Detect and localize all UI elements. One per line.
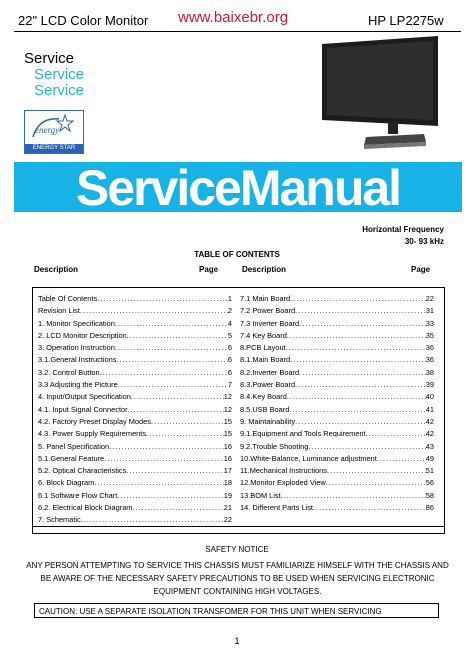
- toc-entry-leader: [118, 379, 228, 391]
- toc-entry-title: 7.4 Key Board: [240, 330, 287, 340]
- toc-entry-page: 12: [223, 392, 232, 402]
- toc-entry-page: 19: [223, 490, 232, 500]
- toc-entry-title: 9.2.Trouble Shooting: [240, 441, 309, 451]
- toc-entry-page: 51: [425, 466, 434, 476]
- toc-entry[interactable]: [240, 441, 434, 453]
- toc-entry-leader: [131, 391, 224, 403]
- toc-entry-title: 3.2. Control Button: [38, 367, 100, 377]
- website-url[interactable]: www.baixebr.org: [178, 9, 289, 26]
- toc-entry[interactable]: [240, 391, 434, 403]
- toc-entry[interactable]: [38, 416, 232, 428]
- toc-entry[interactable]: [38, 477, 232, 489]
- toc-right-page-header: Page: [411, 265, 431, 274]
- toc-entry[interactable]: [240, 330, 434, 342]
- toc-entry-title: 4.3. Power Supply Requirements: [38, 429, 147, 439]
- model-number: HP LP2275w: [368, 13, 444, 28]
- toc-entry[interactable]: [240, 367, 434, 379]
- toc-entry-page: 36: [425, 355, 434, 365]
- toc-entry-title: 5. Panel Specification: [38, 441, 110, 451]
- toc-entry-title: 6.2. Electrical Block Diagram: [38, 503, 133, 513]
- toc-entry-title: 12.Monitor Exploded View: [240, 478, 326, 488]
- toc-left-description-header: Description: [34, 265, 79, 274]
- toc-entry-leader: [290, 354, 426, 366]
- toc-entry-page: 39: [425, 380, 434, 390]
- toc-entry[interactable]: [38, 305, 232, 317]
- service-label-3: Service: [34, 82, 85, 99]
- toc-entry-title: 11.Mechanical Instructions: [240, 466, 327, 476]
- toc-entry[interactable]: [240, 404, 434, 416]
- toc-entry-leader: [109, 441, 224, 453]
- banner-title: ServiceManual: [75, 160, 401, 216]
- toc-entry-page: 41: [425, 404, 434, 414]
- toc-entry-leader: [94, 477, 223, 489]
- toc-entry-title: Revision List: [38, 306, 80, 316]
- toc-entry-page: 2: [227, 306, 232, 316]
- toc-right-list: [240, 293, 434, 514]
- monitor-image: [318, 34, 446, 152]
- toc-entry-title: 7.3 Inverter Board: [240, 318, 300, 328]
- toc-entry-leader: [295, 416, 426, 428]
- toc-entry[interactable]: [240, 490, 434, 502]
- toc-entry-page: 35: [425, 330, 434, 340]
- toc-entry-page: 4: [227, 318, 232, 328]
- toc-entry-leader: [80, 305, 228, 317]
- toc-entry[interactable]: [38, 502, 232, 514]
- toc-entry[interactable]: [240, 453, 434, 465]
- page-number: 1: [234, 636, 240, 646]
- toc-entry-title: 9. Maintainability: [240, 416, 296, 426]
- toc-entry[interactable]: [38, 453, 232, 465]
- toc-entry[interactable]: [240, 477, 434, 489]
- toc-title: TABLE OF CONTENTS: [194, 250, 280, 259]
- toc-entry[interactable]: [38, 293, 232, 305]
- toc-entry-page: 6: [227, 355, 232, 365]
- toc-entry-leader: [104, 453, 224, 465]
- svg-text:energy: energy: [35, 125, 60, 135]
- toc-entry[interactable]: [240, 416, 434, 428]
- toc-entry-title: 6.1 Software Flow Chart: [38, 490, 118, 500]
- toc-entry-leader: [377, 453, 426, 465]
- toc-entry-leader: [286, 342, 426, 354]
- toc-entry[interactable]: [38, 379, 232, 391]
- toc-entry-title: 10.White-Balance, Luminance adjustment: [240, 453, 377, 463]
- toc-entry-page: 42: [425, 429, 434, 439]
- toc-entry-title: 9.1.Equipment and Tools Requirement: [240, 429, 366, 439]
- toc-entry-leader: [327, 465, 426, 477]
- energy-star-icon: [25, 111, 83, 144]
- toc-entry-title: 1. Monitor Specification: [38, 318, 115, 328]
- toc-entry-page: 15: [223, 429, 232, 439]
- toc-entry-title: 8.3.Power Board: [240, 380, 296, 390]
- toc-entry-leader: [289, 404, 425, 416]
- toc-entry[interactable]: [38, 330, 232, 342]
- toc-entry[interactable]: [38, 428, 232, 440]
- toc-entry-leader: [366, 428, 426, 440]
- toc-entry-leader: [126, 465, 223, 477]
- toc-entry-leader: [127, 330, 228, 342]
- toc-entry-title: 5.2. Optical Characteristics: [38, 466, 127, 476]
- toc-entry-leader: [313, 502, 426, 514]
- toc-entry-page: 22: [425, 294, 434, 303]
- caution-box: CAUTION: USE A SEPARATE ISOLATION TRANSFOMER FOR THIS UNIT WHEN SERVICING: [34, 603, 439, 618]
- toc-entry-page: 22: [223, 515, 232, 525]
- toc-bottom-rule: [33, 526, 444, 527]
- toc-entry-page: 6: [227, 343, 232, 353]
- toc-entry-page: 6: [227, 367, 232, 377]
- toc-entry-page: 16: [223, 441, 232, 451]
- toc-entry-page: 15: [223, 416, 232, 426]
- toc-entry-leader: [299, 318, 426, 330]
- toc-entry-page: 43: [425, 441, 434, 451]
- toc-entry-leader: [115, 342, 228, 354]
- toc-entry-leader: [287, 330, 426, 342]
- toc-entry-page: 58: [425, 490, 434, 500]
- toc-entry-title: 8.1.Main Board: [240, 355, 291, 365]
- toc-entry-page: 42: [425, 416, 434, 426]
- toc-right-description-header: Description: [242, 265, 287, 274]
- toc-entry-leader: [97, 293, 228, 305]
- toc-entry-page: 21: [223, 503, 232, 513]
- header-divider: [14, 31, 461, 32]
- toc-entry-title: 8.2.Inverter Board: [240, 367, 300, 377]
- toc-entry-title: 14. Different Parts List: [240, 503, 313, 513]
- toc-entry-title: 2. LCD Monitor Description: [38, 330, 127, 340]
- toc-entry[interactable]: [38, 514, 232, 526]
- toc-entry-title: 3.1.General Instructions: [38, 355, 117, 365]
- toc-entry-leader: [299, 367, 426, 379]
- toc-entry[interactable]: [38, 342, 232, 354]
- toc-entry[interactable]: [240, 354, 434, 366]
- service-label-2: Service: [34, 66, 85, 83]
- document-title: 22" LCD Color Monitor: [18, 13, 149, 28]
- toc-entry-page: 56: [425, 478, 434, 488]
- toc-entry-page: 5: [227, 330, 232, 340]
- toc-entry[interactable]: [240, 465, 434, 477]
- toc-left-page-header: Page: [199, 265, 219, 274]
- toc-entry-page: 18: [223, 478, 232, 488]
- toc-entry[interactable]: [240, 379, 434, 391]
- toc-entry[interactable]: [38, 404, 232, 416]
- toc-entry-page: 36: [425, 343, 434, 353]
- toc-entry[interactable]: [240, 293, 434, 305]
- toc-entry-leader: [100, 367, 228, 379]
- horizontal-frequency-label: Horizontal Frequency: [362, 225, 444, 234]
- toc-entry-page: 1: [227, 294, 232, 303]
- toc-entry-title: 5.1.General Feature: [38, 453, 105, 463]
- toc-entry-page: 16: [223, 453, 232, 463]
- toc-entry-title: 4.1. Input Signal Connector: [38, 404, 128, 414]
- toc-entry[interactable]: [240, 502, 434, 514]
- toc-entry-leader: [308, 441, 425, 453]
- toc-entry-leader: [116, 354, 227, 366]
- toc-entry[interactable]: [38, 490, 232, 502]
- toc-left-list: [38, 293, 232, 527]
- safety-notice-title: SAFETY NOTICE: [205, 545, 269, 554]
- toc-entry-leader: [146, 428, 224, 440]
- toc-entry-title: 8.5.USB Board: [240, 404, 290, 414]
- toc-entry[interactable]: [240, 428, 434, 440]
- toc-entry-leader: [132, 502, 223, 514]
- toc-entry-page: 17: [223, 466, 232, 476]
- toc-entry-leader: [295, 379, 426, 391]
- toc-entry-leader: [290, 293, 426, 305]
- energy-star-text: ENERGY STAR: [25, 144, 83, 153]
- toc-entry-leader: [128, 404, 224, 416]
- toc-entry[interactable]: [38, 318, 232, 330]
- toc-entry-leader: [295, 305, 426, 317]
- horizontal-frequency-value: 30- 93 kHz: [404, 237, 444, 246]
- toc-entry-page: 86: [425, 503, 434, 513]
- toc-entry-page: 12: [223, 404, 232, 414]
- toc-entry-page: 40: [425, 392, 434, 402]
- toc-entry-title: 4.2. Factory Preset Display Modes: [38, 416, 151, 426]
- safety-notice-text: ANY PERSON ATTEMPTING TO SERVICE THIS CHASSIS MUST FAMILIARIZE HIMSELF WITH THE CHASSIS AND BE AWARE OF THE NECESSARY SAFETY PRECAUTIONS TO BE USED WHEN SERVICING ELECTRONIC EQUIPMENT CONTAINING HIGH VOLTAGES.: [26, 561, 449, 596]
- toc-entry[interactable]: [38, 465, 232, 477]
- toc-entry[interactable]: [38, 354, 232, 366]
- toc-entry-title: 8.PCB Layout: [240, 343, 286, 353]
- toc-entry[interactable]: [38, 367, 232, 379]
- toc-entry[interactable]: [240, 305, 434, 317]
- toc-entry-leader: [281, 490, 426, 502]
- toc-entry-title: Table Of Contents: [38, 294, 98, 303]
- toc-entry-title: 8.4.Key Board: [240, 392, 287, 402]
- toc-entry-page: 49: [425, 453, 434, 463]
- toc-entry[interactable]: [240, 342, 434, 354]
- toc-entry-leader: [151, 416, 224, 428]
- toc-entry-page: 38: [425, 367, 434, 377]
- toc-entry-title: 7. Schematic: [38, 515, 81, 525]
- service-label-1: Service: [24, 50, 75, 67]
- toc-entry-page: 31: [425, 306, 434, 316]
- toc-entry-leader: [287, 391, 426, 403]
- toc-entry-title: 7.2 Power Board: [240, 306, 296, 316]
- toc-entry-leader: [81, 514, 224, 526]
- toc-entry-title: 7.1 Main Board: [240, 294, 291, 303]
- toc-entry-title: 13.BOM List: [240, 490, 281, 500]
- toc-entry-page: 33: [425, 318, 434, 328]
- toc-entry-title: 3.3 Adjusting the Picture: [38, 380, 118, 390]
- toc-entry-title: 6. Block Diagram: [38, 478, 95, 488]
- toc-entry[interactable]: [38, 391, 232, 403]
- toc-entry-leader: [115, 318, 228, 330]
- toc-entry[interactable]: [240, 318, 434, 330]
- toc-entry[interactable]: [38, 441, 232, 453]
- toc-table: [32, 287, 445, 534]
- toc-entry-title: 3. Operation Instruction: [38, 343, 115, 353]
- toc-entry-page: 7: [227, 380, 232, 390]
- toc-entry-title: 4. Input/Output Specification: [38, 392, 131, 402]
- toc-entry-leader: [326, 477, 426, 489]
- energy-star-logo: [24, 110, 84, 154]
- toc-entry-leader: [117, 490, 223, 502]
